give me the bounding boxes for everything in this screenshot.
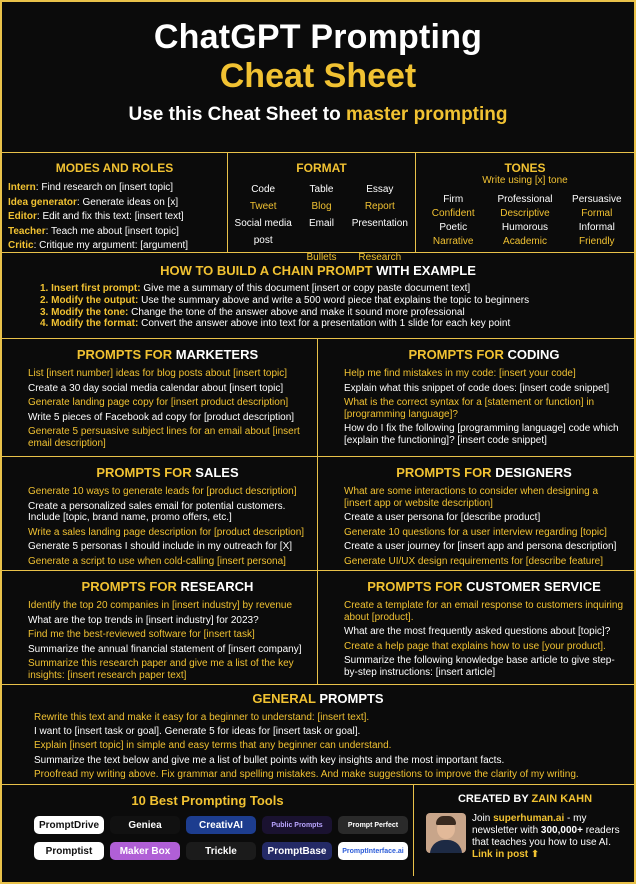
format-item: Research [358, 252, 402, 263]
prompt-column [318, 571, 634, 684]
format-item: Blog [311, 201, 332, 212]
tools-row-1 [34, 816, 413, 834]
mode-item [8, 181, 221, 196]
creator-panel [414, 785, 634, 876]
mode-role: Teacher [8, 225, 46, 237]
prompt-column-title [28, 465, 307, 480]
prompt-item: Identify the top 20 companies in [insert industry] by revenue [28, 600, 293, 611]
mode-text: : Generate ideas on [x] [76, 196, 179, 208]
newsletter-link[interactable]: superhuman.ai [493, 813, 565, 824]
chain-step-text: Give me a summary of this document [insert or copy paste document text] [140, 283, 471, 294]
header [2, 2, 634, 152]
prompt-column-title [344, 347, 624, 362]
prompt-column-title [344, 579, 624, 594]
title-prefix: PROMPTS FOR [408, 347, 508, 362]
creator-text-3: readers that teaches you how to use AI. [472, 825, 620, 848]
tool-badge[interactable]: Promptist [34, 842, 104, 860]
tones-item: Informal [578, 222, 615, 233]
arrow-up-icon: ⬆ [530, 849, 540, 860]
format-item: Report [364, 201, 395, 212]
tool-badge[interactable]: Public Prompts [262, 816, 332, 834]
prompt-item: Generate 5 personas I should include in my outreach for [X] [28, 541, 293, 553]
mode-role: Idea generator [8, 196, 77, 208]
title-line-2: Cheat Sheet [219, 57, 417, 95]
prompt-item: Help me find mistakes in my code: [insert your code] [344, 368, 576, 379]
mode-text: : Critique my argument: [argument] [33, 240, 189, 251]
tones-item: Firm [443, 194, 464, 205]
tool-badge[interactable]: Prompt Perfect [338, 816, 408, 834]
prompt-section-row [2, 456, 634, 570]
tool-badge[interactable]: PromptInterface.ai [338, 842, 408, 860]
prompt-item: Create a help page that explains how to use [your product]. [344, 640, 606, 652]
tones-item: Persuasive [572, 194, 622, 205]
general-title [2, 691, 634, 706]
chain-step-text: Use the summary above and write a 500 word piece that explains the topic to beginners [138, 294, 530, 306]
creator-text [472, 813, 624, 861]
prompt-item: Generate a script to use when cold-calling [insert persona] [28, 555, 286, 567]
mode-item [8, 196, 221, 211]
tones-item: Friendly [578, 236, 615, 247]
title-topic: MARKETERS [175, 347, 259, 362]
tool-badge[interactable]: Geniea [110, 816, 180, 834]
subtitle-highlight: master prompting [345, 104, 508, 125]
prompt-column-title [28, 579, 307, 594]
prompt-item: Create a user journey for [insert app and persona description] [344, 541, 617, 553]
prompt-column [2, 571, 318, 684]
prompt-item: Summarize this research paper and give me a list of the key insights: [insert research paper text] [28, 658, 294, 681]
tones-subtitle: Write using [x] tone [482, 175, 568, 186]
tones-title: TONES [504, 161, 546, 175]
tones-panel [416, 153, 634, 252]
general-prompt-item: Proofread my writing above. Fix grammar and spelling mistakes. And make suggestions to improve the clarity of my writing. [34, 768, 579, 780]
prompt-item: How do I fix the following [programming language] code which [explain the functioning]? [insert code snippet] [344, 423, 619, 446]
chain-title-white: WITH EXAMPLE [372, 263, 476, 278]
mode-text: : Teach me about [insert topic] [45, 225, 179, 237]
prompt-item: Generate 5 persuasive subject lines for an email about [insert email description] [28, 426, 300, 449]
title-prefix: PROMPTS FOR [367, 579, 467, 594]
tones-item: Descriptive [500, 208, 550, 219]
tones-item: Confident [431, 208, 475, 219]
chain-step-label: 3. Modify the tone: [40, 306, 129, 318]
format-panel [228, 153, 416, 263]
format-item: Code [251, 184, 276, 195]
format-item: Table [309, 184, 334, 195]
prompt-column-title [344, 465, 624, 480]
mode-role: Critic [8, 240, 34, 251]
prompt-column [318, 457, 634, 570]
general-prompts [2, 684, 634, 784]
prompt-item: Summarize the annual financial statement of [insert company] [28, 643, 302, 655]
title-topic: DESIGNERS [495, 465, 572, 480]
tools-panel [2, 785, 414, 876]
format-item: Tweet [249, 201, 277, 212]
prompt-item: Create a personalized sales email for potential customers. Include [topic, brand name, promo offers, etc.] [28, 500, 286, 524]
creator-body [426, 813, 624, 861]
subtitle-prefix: Use this Cheat Sheet to [128, 104, 346, 125]
creator-title-white: CREATED BY [457, 793, 532, 805]
format-item: Bullets [306, 252, 337, 263]
tones-grid [422, 193, 628, 249]
modes-title: MODES AND ROLES [55, 161, 174, 175]
mode-text: : Find research on [insert topic] [35, 182, 174, 193]
mode-text: : Edit and fix this text: [insert text] [36, 211, 184, 222]
title-topic: RESEARCH [180, 579, 254, 594]
chain-prompt-section [2, 252, 634, 338]
subtitle [2, 104, 634, 126]
tones-item: Formal [581, 208, 613, 219]
title-topic: CUSTOMER SERVICE [466, 579, 601, 594]
general-prompt-item: Summarize the text below and give me a list of bullet points with key insights and the most important facts. [34, 754, 505, 766]
modes-list [8, 181, 221, 254]
chain-step-label: 2. Modify the output: [40, 294, 139, 306]
general-prompt-item: Rewrite this text and make it easy for a beginner to understand: [insert text]. [34, 712, 370, 723]
tones-item: Professional [497, 194, 553, 205]
prompt-item: What are the top trends in [insert industry] for 2023? [28, 614, 259, 626]
tool-badge[interactable]: Maker Box [110, 842, 180, 860]
prompt-sections [2, 338, 634, 684]
creator-name: ZAIN KAHN [531, 793, 593, 805]
chain-step-label: 4. Modify the format: [40, 318, 139, 330]
creator-text-2: - my newsletter with [472, 813, 587, 836]
prompt-item: Generate landing page copy for [insert product description] [28, 397, 289, 409]
prompt-item: Create a 30 day social media calendar about [insert topic] [28, 382, 284, 394]
title-prefix: PROMPTS FOR [396, 465, 496, 480]
prompt-column [2, 339, 318, 456]
prompt-column-title [28, 347, 307, 362]
prompt-column [318, 339, 634, 456]
prompt-item: Write 5 pieces of Facebook ad copy for [product description] [28, 411, 295, 423]
tool-badge[interactable]: Trickle [186, 842, 256, 860]
tools-row-2 [34, 842, 413, 860]
format-item: Essay [366, 184, 394, 195]
tones-item: Academic [503, 236, 547, 247]
chain-title [2, 263, 634, 278]
mode-item [8, 225, 221, 240]
mode-item [8, 210, 221, 225]
footer [2, 784, 634, 876]
overview-row [2, 152, 634, 263]
post-link[interactable]: Link in post [472, 849, 529, 860]
prompt-item: Summarize the following knowledge base article to give step-by-step instructions: [insert article] [344, 655, 615, 678]
prompt-item: Explain what this snippet of code does: [insert code snippet] [344, 382, 610, 394]
prompt-item: What are some interactions to consider when designing a [insert app or website description] [344, 486, 599, 509]
general-title-gold: GENERAL [252, 691, 320, 706]
tools-title: 10 Best Prompting Tools [131, 793, 284, 808]
chain-steps [40, 283, 634, 330]
prompt-item: Write a sales landing page description for [product description] [28, 526, 305, 538]
creator-title [426, 793, 624, 805]
prompt-column [2, 457, 318, 570]
tool-badge[interactable]: PromptDrive [34, 816, 104, 834]
chain-step-text: Convert the answer above into text for a presentation with 1 slide for each key point [138, 318, 511, 330]
prompt-item: Find me the best-reviewed software for [insert task] [28, 629, 255, 641]
prompt-item: What is the correct syntax for a [statement or function] in [programming language]? [344, 397, 595, 420]
tool-badge[interactable]: CreativAI [186, 816, 256, 834]
tones-item: Narrative [432, 236, 474, 247]
prompt-item: Create a user persona for [describe product] [344, 512, 541, 524]
general-title-white: PROMPTS [319, 691, 384, 706]
avatar [426, 813, 466, 853]
prompt-item: Generate 10 questions for a user interview regarding [topic] [344, 526, 607, 538]
chain-step-text: Change the tone of the answer above and make it sound more professional [128, 306, 465, 318]
mode-role: Intern [8, 182, 36, 193]
title-prefix: PROMPTS FOR [81, 579, 181, 594]
prompt-section-row [2, 338, 634, 456]
reader-count: 300,000+ [540, 825, 583, 836]
tool-badge[interactable]: PromptBase [262, 842, 332, 860]
format-item: Presentation [351, 218, 408, 229]
title-topic: SALES [195, 465, 239, 480]
chain-step [40, 307, 634, 319]
title-line-1: ChatGPT Prompting [153, 18, 483, 56]
general-prompt-item: Explain [insert topic] in simple and easy terms that any beginner can understand. [34, 740, 392, 752]
general-prompt-item: I want to [insert task or goal]. Generate 5 for ideas for [insert task or goal]. [34, 726, 361, 738]
format-title: FORMAT [296, 161, 347, 175]
prompt-item: Generate 10 ways to generate leads for [product description] [28, 486, 297, 497]
format-item: Email [308, 218, 334, 229]
prompt-item: What are the most frequently asked questions about [topic]? [344, 626, 611, 638]
format-item: Social media post [234, 218, 292, 246]
chain-title-gold: HOW TO BUILD A CHAIN PROMPT [160, 263, 373, 278]
title-prefix: PROMPTS FOR [76, 347, 176, 362]
general-list [34, 712, 634, 780]
prompt-item: Create a template for an email response to customers inquiring about [product]. [344, 600, 624, 623]
tones-item: Poetic [439, 222, 468, 233]
chain-step [40, 283, 634, 295]
chain-step [40, 318, 634, 330]
prompt-item: Generate UI/UX design requirements for [describe feature] [344, 555, 604, 567]
creator-text-1: Join [472, 813, 494, 824]
chain-step-label: 1. Insert first prompt: [40, 283, 141, 294]
modes-panel [2, 153, 228, 252]
mode-role: Editor [8, 211, 37, 222]
prompt-section-row [2, 570, 634, 684]
chain-step [40, 295, 634, 307]
title-prefix: PROMPTS FOR [96, 465, 196, 480]
title-topic: CODING [507, 347, 560, 362]
tones-item: Humorous [501, 222, 549, 233]
prompt-item: List [insert number] ideas for blog posts about [insert topic] [28, 368, 288, 379]
